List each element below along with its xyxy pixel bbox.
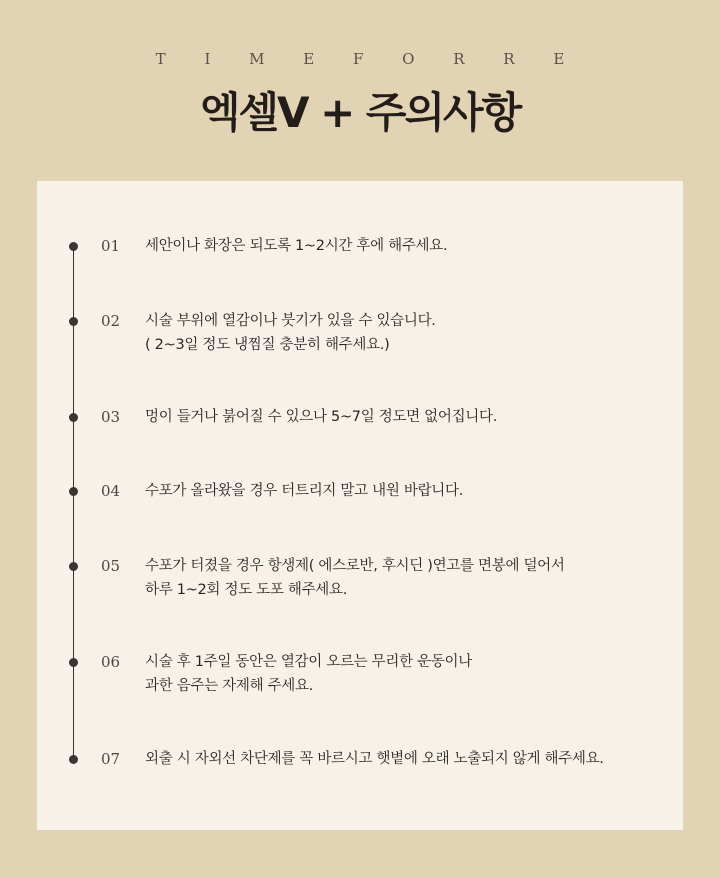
- item-line: 시술 부위에 열감이나 붓기가 있을 수 있습니다.: [145, 313, 436, 329]
- timeline-dot: [69, 317, 78, 326]
- item-text: [145, 747, 665, 771]
- timeline-dot: [69, 755, 78, 764]
- item-number: 07: [101, 750, 121, 768]
- item-number: 01: [101, 237, 121, 255]
- item-number: 05: [101, 557, 121, 575]
- item-line: 세안이나 화장은 되도록 1~2시간 후에 해주세요.: [145, 238, 448, 254]
- item-line: 과한 음주는 자제해 주세요.: [145, 678, 314, 694]
- timeline-dot: [69, 487, 78, 496]
- item-text: [145, 554, 665, 602]
- item-number: 03: [101, 408, 121, 426]
- item-line: 시술 후 1주일 동안은 열감이 오르는 무리한 운동이나: [145, 654, 472, 670]
- item-text: [145, 234, 665, 258]
- item-number: 02: [101, 312, 121, 330]
- precautions-card: [37, 181, 683, 830]
- timeline-dot: [69, 562, 78, 571]
- item-line: ( 2~3일 정도 냉찜질 충분히 해주세요.): [145, 337, 390, 353]
- item-text: [145, 479, 665, 503]
- item-line: 수포가 터졌을 경우 항생제( 에스로반, 후시딘 )연고를 면봉에 덜어서: [145, 558, 565, 574]
- item-line: 멍이 들거나 붉어질 수 있으나 5~7일 정도면 없어집니다.: [145, 409, 498, 425]
- item-line: 하루 1~2회 정도 도포 해주세요.: [145, 582, 348, 598]
- item-line: 수포가 올라왔을 경우 터트리지 말고 내원 바랍니다.: [145, 483, 464, 499]
- timeline-dot: [69, 413, 78, 422]
- item-number: 06: [101, 653, 121, 671]
- item-text: [145, 309, 665, 357]
- brand-name: T I M E F O R R E: [155, 50, 582, 68]
- item-text: [145, 650, 665, 698]
- timeline-dot: [69, 658, 78, 667]
- item-number: 04: [101, 482, 121, 500]
- page-title: 엑셀V + 주의사항: [199, 88, 521, 137]
- item-text: [145, 405, 665, 429]
- item-line: 외출 시 자외선 차단제를 꼭 바르시고 햇볕에 오래 노출되지 않게 해주세요.: [145, 751, 604, 767]
- timeline-dot: [69, 242, 78, 251]
